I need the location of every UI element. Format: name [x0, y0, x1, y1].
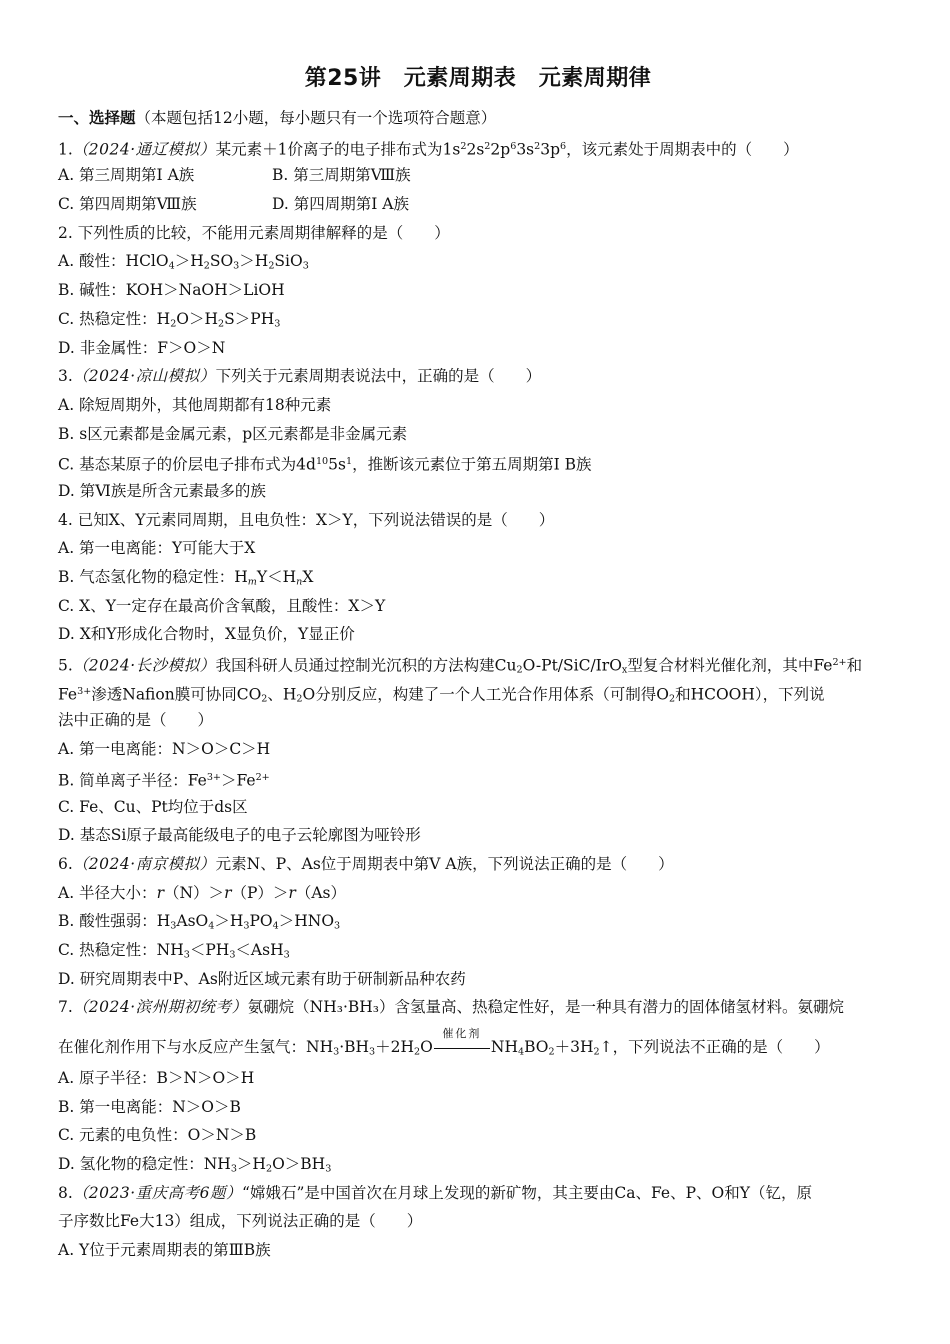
- question-5-stem-line3: 法中正确的是（ ）: [58, 711, 214, 730]
- question-5-option-b: B. 简单离子半径：$Fe^{3+}>Fe^{2+}$: [58, 771, 270, 790]
- question-4-option-d: D. X和Y形成化合物时，X显负价，Y显正价: [58, 625, 355, 644]
- question-3-option-a: A. 除短周期外，其他周期都有18种元素: [58, 395, 332, 414]
- question-source: （2024·长沙模拟）: [72, 656, 216, 675]
- question-2-option-c: C. 热稳定性：$H_2O>H_2S>PH_3$: [58, 309, 281, 330]
- question-5-option-c: C. Fe、Cu、Pt均位于ds区: [58, 797, 248, 816]
- question-number: 1.: [58, 139, 73, 158]
- question-7-option-d: D. 氢化物的稳定性：$NH_3>H_2O>BH_3$: [58, 1155, 332, 1175]
- question-4-option-b: B. 气态氢化物的稳定性：$H_mY<H_nX$: [58, 568, 314, 588]
- question-3-stem: 3.（2024·凉山模拟）下列关于元素周期表说法中，正确的是（ ）: [58, 367, 542, 386]
- question-7-stem-line1: 7.（2024·滨州期初统考）氨硼烷（NH₃·BH₃）含氢量高、热稳定性好，是一种具有潜力的固体储氢材料。氨硼烷: [58, 998, 845, 1017]
- question-6-option-a: A. 半径大小：r（N）＞r（P）＞r（As）: [58, 883, 346, 902]
- question-2-option-a: A. 酸性：$HClO_4>H_2SO_3>H_2SiO_3$: [58, 252, 309, 272]
- section-heading: [58, 104, 898, 133]
- question-2-option-d: D. 非金属性：F＞O＞N: [58, 338, 226, 357]
- question-3-option-b: B. s区元素都是金属元素，p区元素都是非金属元素: [58, 424, 408, 443]
- question-4-option-c: C. X、Y一定存在最高价含氧酸，且酸性：X＞Y: [58, 596, 386, 615]
- question-4-stem: 4. 已知X、Y元素同周期，且电负性：X＞Y，下列说法错误的是（ ）: [58, 510, 555, 529]
- option-a: A. 第三周期第Ⅰ A族: [58, 166, 195, 185]
- question-text: 某元素＋1价离子的电子排布式为1s: [215, 139, 461, 158]
- section-label: 一、选择题: [58, 108, 136, 127]
- option-c: C. 第四周期第Ⅷ族: [58, 195, 197, 214]
- section-note: （本题包括12小题，每小题只有一个选项符合题意）: [135, 109, 497, 127]
- question-2-stem: 2. 下列性质的比较，不能用元素周期律解释的是（ ）: [58, 223, 450, 242]
- question-source: （2024·凉山模拟）: [72, 367, 216, 386]
- option-b: B. 第三周期第Ⅷ族: [272, 166, 411, 185]
- catalyst-label: 催化剂: [442, 1027, 482, 1040]
- question-source: （2023·重庆高考6题）: [72, 1183, 243, 1202]
- question-7-option-b: B. 第一电离能：N＞O＞B: [58, 1097, 241, 1116]
- question-6-option-d: D. 研究周期表中P、As附近区域元素有助于研制新品种农药: [58, 969, 466, 988]
- document-page: [58, 62, 898, 1265]
- question-source: （2024·滨州期初统考）: [72, 998, 248, 1017]
- option-d: D. 第四周期第Ⅰ A族: [272, 195, 409, 214]
- question-4-option-a: A. 第一电离能：Y可能大于X: [58, 539, 256, 558]
- question-text: ，该元素处于周期表中的（ ）: [566, 139, 799, 158]
- question-6-option-c: C. 热稳定性：$NH_3<PH_3<AsH_3$: [58, 940, 290, 961]
- question-1-options-ab: [58, 161, 898, 190]
- question-7-option-c: C. 元素的电负性：O＞N＞B: [58, 1126, 257, 1145]
- question-7-stem-line2: 在催化剂作用下与水反应产生氢气：$NH_3\cdot BH_3+2H_2O$ 催化剂 $NH_4BO_2+3H_2↑$，下列说法不正确的是（ ）: [58, 1027, 830, 1058]
- question-8-stem-line1: 8.（2023·重庆高考6题）“嫦娥石”是中国首次在月球上发现的新矿物，其主要由Ca、Fe、P、O和Y（钇，原: [58, 1183, 812, 1202]
- reaction-arrow: [434, 1027, 490, 1053]
- question-5-option-a: A. 第一电离能：N＞O＞C＞H: [58, 740, 271, 759]
- question-8-option-a: A. Y位于元素周期表的第ⅢB族: [58, 1241, 271, 1260]
- question-7-option-a: A. 原子半径：B＞N＞O＞H: [58, 1069, 255, 1087]
- question-2-option-b: B. 碱性：KOH＞NaOH＞LiOH: [58, 281, 285, 300]
- question-5-option-d: D. 基态Si原子最高能级电子的电子云轮廓图为哑铃形: [58, 826, 421, 845]
- question-source: （2024·通辽模拟）: [72, 139, 216, 158]
- question-1-stem: 1.（2024·通辽模拟）某元素＋1价离子的电子排布式为$1s^22s^22p^63s^23p^6$，该元素处于周期表中的（ ）: [58, 139, 799, 158]
- question-6-stem: 6.（2024·南京模拟）元素N、P、As位于周期表中第Ⅴ A族，下列说法正确的是（ ）: [58, 854, 674, 873]
- question-source: （2024·南京模拟）: [72, 854, 216, 873]
- page-title: 第25讲 元素周期表 元素周期律: [304, 66, 652, 91]
- question-1-options-cd: [58, 190, 898, 219]
- question-5-stem-line2: $Fe^{3+}$渗透Nafion膜可协同$CO_2$、$H_2O$分别反应，构建了一个人工光合作用体系（可制得$O_2$和HCOOH），下列说: [58, 685, 825, 705]
- question-3-option-c: C. 基态某原子的价层电子排布式为$4d^{10}5s^1$，推断该元素位于第五周期第Ⅰ B族: [58, 455, 592, 474]
- question-5-stem-line1: 5.（2024·长沙模拟）我国科研人员通过控制光沉积的方法构建$Cu_2O-Pt/SiC/IrO_x$型复合材料光催化剂，其中$Fe^{2+}$和: [58, 656, 863, 676]
- question-6-option-b: B. 酸性强弱：$H_3AsO_4>H_3PO_4>HNO_3$: [58, 912, 341, 932]
- question-8-stem-line2: 子序数比Fe大13）组成，下列说法正确的是（ ）: [58, 1212, 423, 1231]
- question-3-option-d: D. 第Ⅵ族是所含元素最多的族: [58, 481, 266, 500]
